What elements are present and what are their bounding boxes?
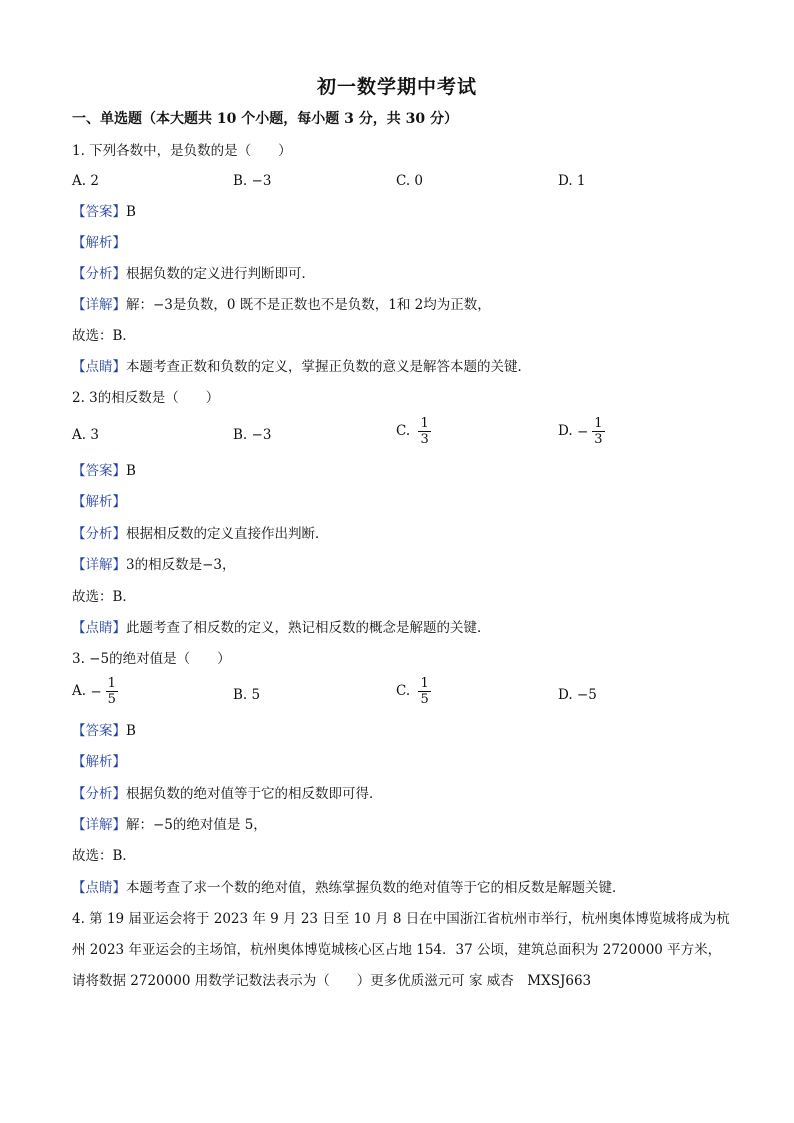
xiangjie-text: 3的相反数是−3，: [126, 557, 236, 573]
q2-option-b: B. −3: [233, 427, 272, 443]
fenxi-text: 根据相反数的定义直接作出判断．: [126, 526, 329, 542]
answer-value: B: [126, 463, 136, 479]
xiangjie-tag: 【详解】: [72, 557, 126, 573]
fenxi-text: 根据负数的定义进行判断即可．: [126, 266, 315, 282]
fraction-denominator: 3: [420, 432, 429, 447]
q2-option-d: [558, 416, 605, 447]
q3-answer: [72, 722, 136, 740]
option-label: C.: [396, 423, 411, 439]
xiangjie-text: 解：−5的绝对值是 5，: [126, 817, 267, 833]
dianjing-text: 本题考查了求一个数的绝对值，熟练掌握负数的绝对值等于它的相反数是解题关键．: [126, 880, 626, 896]
minus-sign: −: [576, 423, 589, 440]
dianjing-text: 此题考查了相反数的定义，熟记相反数的概念是解题的关键．: [126, 620, 491, 636]
dianjing-tag: 【点睛】: [72, 359, 126, 375]
fraction-denominator: 5: [107, 692, 116, 707]
q2-option-a: A. 3: [72, 427, 99, 443]
page-title: 初一数学期中考试: [316, 76, 477, 98]
answer-value: B: [126, 204, 136, 220]
fenxi-tag: 【分析】: [72, 526, 126, 542]
dianjing-text: 本题考查正数和负数的定义，掌握正负数的意义是解答本题的关键．: [126, 359, 531, 375]
option-label: D.: [558, 423, 573, 439]
q3-analysis-tag: [72, 753, 126, 771]
q4-line-2: 州 2023 年亚运会的主场馆，杭州奥体博览城核心区占地 154．37 公顷，建筑总面积为 2720000 平方米，: [72, 942, 722, 958]
q1-answer: [72, 203, 136, 221]
xiangjie-text: 解：−3是负数，0 既不是正数也不是负数，1和 2均为正数，: [126, 297, 491, 313]
q1-choice: 故选：B．: [72, 328, 136, 344]
q2-stem: 2. 3的相反数是（ ）: [72, 390, 220, 406]
q2-fenxi: [72, 525, 329, 543]
q3-fenxi: [72, 785, 383, 803]
q1-dianjing: [72, 358, 531, 376]
dianjing-tag: 【点睛】: [72, 880, 126, 896]
q1-fenxi: [72, 265, 315, 283]
fraction: [418, 416, 430, 447]
q3-option-d: D. −5: [558, 687, 597, 703]
fenxi-tag: 【分析】: [72, 786, 126, 802]
analysis-tag: 【解析】: [72, 754, 126, 770]
q2-dianjing: [72, 619, 491, 637]
q3-choice: 故选：B．: [72, 848, 136, 864]
q2-xiangjie: [72, 556, 236, 574]
q1-stem: 1. 下列各数中，是负数的是（ ）: [72, 143, 292, 159]
q3-option-c: [396, 676, 431, 707]
fenxi-tag: 【分析】: [72, 266, 126, 282]
q2-analysis-tag: [72, 493, 126, 511]
minus-sign: −: [90, 683, 102, 700]
fraction: [418, 676, 430, 707]
q3-option-a: [72, 676, 118, 707]
fraction-numerator: 1: [420, 416, 429, 431]
dianjing-tag: 【点睛】: [72, 620, 126, 636]
option-label: A.: [72, 683, 87, 699]
answer-tag: 【答案】: [72, 463, 126, 479]
q3-option-b: B. 5: [233, 687, 261, 703]
option-label: C.: [396, 683, 411, 699]
q4-line-1: 4. 第 19 届亚运会将于 2023 年 9 月 23 日至 10 月 8 日在中国浙江省杭州市举行，杭州奥体博览城将成为杭: [72, 911, 730, 927]
q1-option-b: B. −3: [233, 173, 272, 189]
fraction-numerator: 1: [107, 676, 116, 691]
fraction-denominator: 3: [594, 432, 603, 447]
q1-option-c: C. 0: [396, 173, 424, 189]
q3-stem: 3. −5的绝对值是（ ）: [72, 651, 231, 667]
answer-value: B: [126, 723, 136, 739]
q2-answer: [72, 462, 136, 480]
analysis-tag: 【解析】: [72, 235, 126, 251]
q1-option-a: A. 2: [72, 173, 99, 189]
q3-dianjing: [72, 879, 626, 897]
q1-option-d: D. 1: [558, 173, 586, 189]
xiangjie-tag: 【详解】: [72, 297, 126, 313]
q1-xiangjie: [72, 296, 491, 314]
fraction-numerator: 1: [420, 676, 429, 691]
fraction: [106, 676, 118, 707]
answer-tag: 【答案】: [72, 204, 126, 220]
section-heading: 一、单选题（本大题共 10 个小题，每小题 3 分，共 30 分）: [72, 111, 458, 127]
fenxi-text: 根据负数的绝对值等于它的相反数即可得．: [126, 786, 383, 802]
fraction-numerator: 1: [594, 416, 603, 431]
fraction: [592, 416, 604, 447]
q2-choice: 故选：B．: [72, 589, 136, 605]
q1-analysis-tag: [72, 234, 126, 252]
q2-option-c: [396, 416, 431, 447]
fraction-denominator: 5: [420, 692, 429, 707]
xiangjie-tag: 【详解】: [72, 817, 126, 833]
answer-tag: 【答案】: [72, 723, 126, 739]
analysis-tag: 【解析】: [72, 494, 126, 510]
q3-xiangjie: [72, 816, 267, 834]
q4-line-3: 请将数据 2720000 用数学记数法表示为（ ）更多优质滋元可 家 威杏 MXSJ663: [72, 973, 592, 989]
